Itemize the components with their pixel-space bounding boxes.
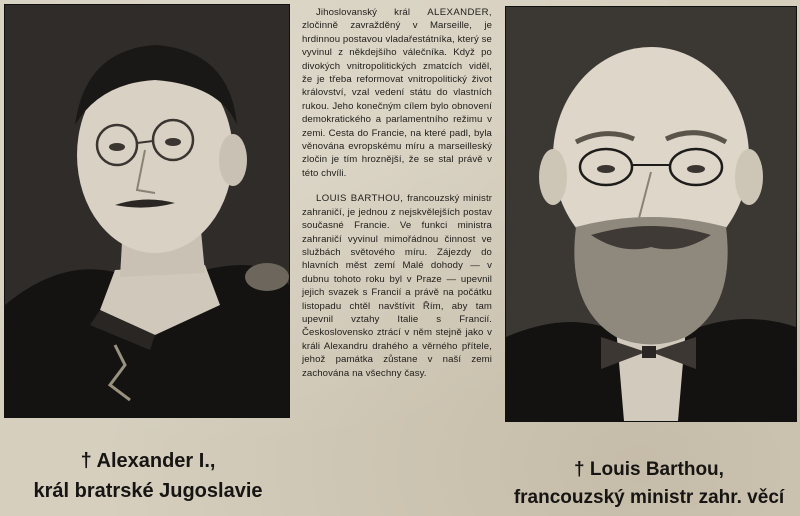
article-body-alexander: zločinně zavražděný v Marseille, je hrdinnou postavou vladařestátníka, který se vyvinul z někdejšího válečníka. Když po divokých vnitropolitických zmatcích viděl, že je třeba reformovat vnitropolitický život království, vzal vedení státu do vlastních rukou. Jeho konečným cílem bylo obnovení demokratického a parlamentního režimu v zemi. Cesta do Francie, na které padl, byla věnována evropskému míru a marseilleský zločin je tím hroznější, že se stal právě v této chvíli. xyxy=(302,20,492,179)
caption-barthou xyxy=(498,456,800,512)
caption-barthou-name: † Louis Barthou, xyxy=(574,459,724,480)
portrait-barthou-image xyxy=(506,7,796,421)
portrait-alexander-photo xyxy=(4,4,290,418)
caption-alexander-name: † Alexander I., xyxy=(80,450,216,472)
caption-barthou-title: francouzský ministr zahr. věcí xyxy=(513,487,785,508)
article-body-barthou: francouzský ministr zahraničí, je jednou z nejskvělejších postav současné Francie. Ve funkci ministra zahraničí vyvinul mimořádnou činnost ve službách světového míru. Zájezdy do hlavních měst zemí Malé dohody — v dubnu tohoto roku byl v Praze — upevnil jejich svazek s Francií a právě na počátku listopadu chtěl navštívit Řím, aby tam upevnil vztahy Italie s Francií. Československo ztrácí v něm stejně jako v králi Alexandru drahého a věrného přítele, jehož památka zůstane v naší zemi zachována na všechny časy. xyxy=(302,193,492,379)
article-lead: Jihoslovanský král xyxy=(316,7,411,18)
article-paragraph-alexander xyxy=(302,6,492,180)
portrait-barthou-photo xyxy=(505,6,797,422)
caption-alexander-title: král bratrské Jugoslavie xyxy=(33,480,263,502)
caption-alexander xyxy=(0,446,296,506)
article-text xyxy=(302,6,492,380)
article-name-barthou: LOUIS BARTHOU, xyxy=(316,193,404,205)
article-paragraph-barthou xyxy=(302,192,492,380)
article-name-alexander: ALEXANDER, xyxy=(427,7,492,18)
portrait-alexander-image xyxy=(5,5,289,417)
